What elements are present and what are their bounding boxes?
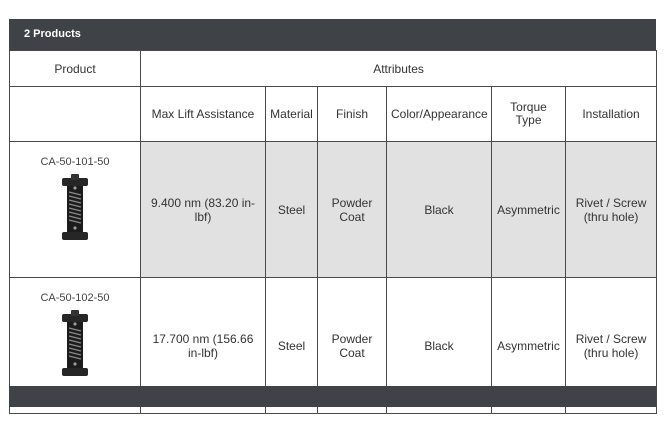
color-appearance-value: Black <box>387 142 492 278</box>
installation-header: Installation <box>566 87 657 142</box>
torque-type-value: Asymmetric <box>492 142 566 278</box>
product-code-link[interactable]: CA-50-101-50 <box>40 156 110 168</box>
torque-type-value: Asymmetric <box>492 278 566 414</box>
product-column-header: Product <box>10 51 141 87</box>
finish-value: Powder Coat <box>318 278 387 414</box>
finish-header: Finish <box>318 87 387 142</box>
product-subheader-empty <box>10 87 141 142</box>
max-lift-assistance-value: 9.400 nm (83.20 in-lbf) <box>141 142 266 278</box>
torque-type-header: Torque Type <box>492 87 566 142</box>
table-row <box>10 142 657 278</box>
product-cell <box>10 142 141 278</box>
max-lift-assistance-header: Max Lift Assistance <box>141 87 266 142</box>
color-appearance-header: Color/Appearance <box>387 87 492 142</box>
product-code-link[interactable]: CA-50-102-50 <box>40 292 110 304</box>
gas-spring-hinge-icon[interactable] <box>58 310 92 380</box>
products-count-header: 2 Products <box>9 19 656 50</box>
material-value: Steel <box>266 142 318 278</box>
table-footer-bar <box>9 386 656 407</box>
finish-value: Powder Coat <box>318 142 387 278</box>
max-lift-assistance-value: 17.700 nm (156.66 in-lbf) <box>141 278 266 414</box>
installation-value: Rivet / Screw (thru hole) <box>566 278 657 414</box>
material-header: Material <box>266 87 318 142</box>
material-value: Steel <box>266 278 318 414</box>
installation-value: Rivet / Screw (thru hole) <box>566 142 657 278</box>
gas-spring-hinge-icon[interactable] <box>58 174 92 244</box>
product-comparison-table <box>9 50 657 414</box>
attributes-column-header: Attributes <box>141 51 657 87</box>
color-appearance-value: Black <box>387 278 492 414</box>
products-panel <box>9 19 656 414</box>
